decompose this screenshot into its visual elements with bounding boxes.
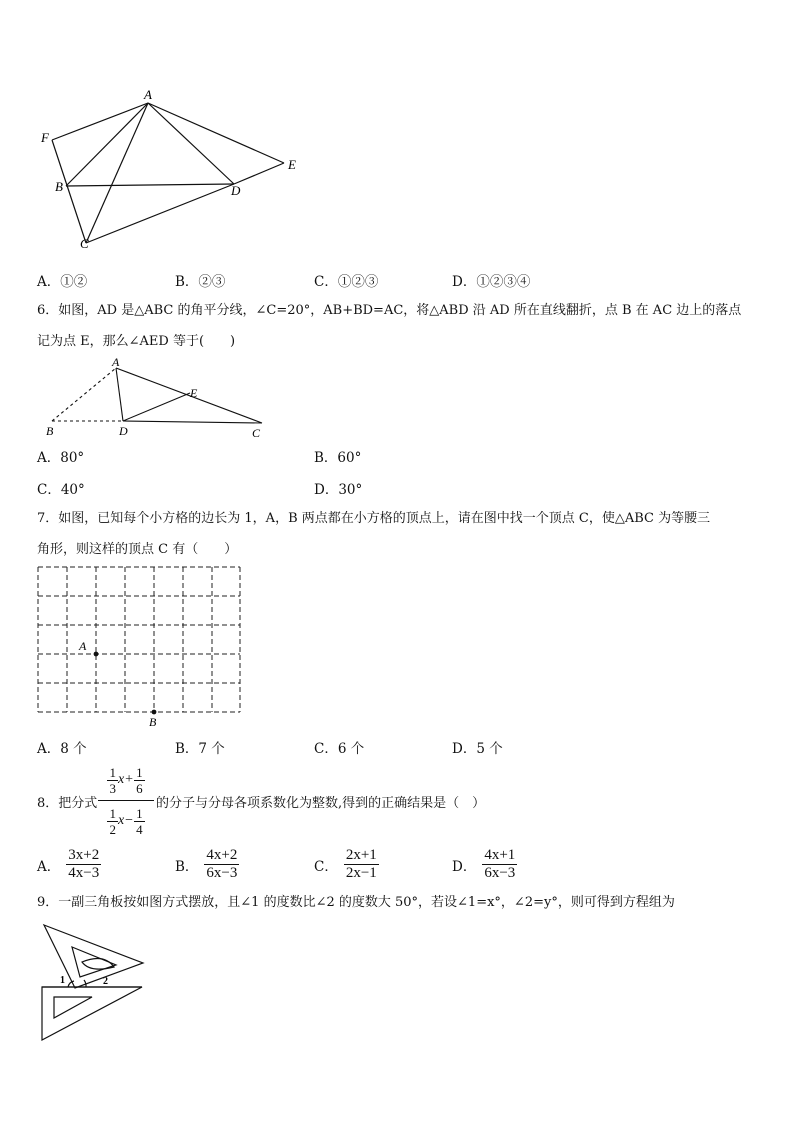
- segment-AB-dashed: [52, 368, 116, 421]
- q8-prefix: 8．把分式: [37, 796, 98, 811]
- segment-BD: [66, 184, 234, 186]
- label-B: B: [46, 424, 54, 438]
- label-A: A: [79, 639, 87, 653]
- q7-option-d[interactable]: D．5 个: [452, 741, 503, 757]
- q8-option-c[interactable]: C． $\frac{2x+1}{2x-1}$: [314, 847, 377, 881]
- q6-option-b[interactable]: B．60°: [314, 450, 362, 466]
- label-A: A: [112, 355, 120, 369]
- figure-q5: [30, 85, 310, 255]
- q6-option-d[interactable]: D．30°: [314, 482, 363, 498]
- segment-AB: [66, 103, 148, 186]
- point-A: [94, 652, 99, 657]
- q7-text-line2: 角形，则这样的顶点 C 有（ ）: [37, 542, 238, 557]
- label-A: A: [144, 87, 152, 102]
- segment-DE: [234, 163, 284, 184]
- q7-option-c[interactable]: C．6 个: [314, 741, 365, 757]
- point-B: [152, 710, 157, 715]
- q8-complex-fraction: [98, 760, 154, 841]
- lower-set-square-outer: [42, 987, 142, 1040]
- segment-DC: [123, 421, 262, 423]
- segment-AE: [148, 103, 284, 163]
- q5-option-b[interactable]: B．②③: [175, 274, 226, 290]
- upper-set-square-outer: [44, 925, 143, 988]
- lower-set-square-hole: [54, 997, 92, 1018]
- q6-text-line2: 记为点 E，那么∠AED 等于( ): [37, 334, 236, 349]
- label-E: E: [288, 157, 296, 172]
- label-D: D: [231, 183, 241, 198]
- q8-suffix: 的分子与分母各项系数化为整数,得到的正确结果是（ ）: [156, 796, 486, 811]
- q8-option-a[interactable]: A． $\frac{3x+2}{4x-3}$: [37, 847, 100, 881]
- q9-text: 9．一副三角板按如图方式摆放，且∠1 的度数比∠2 的度数大 50°，若设∠1=x°，∠2=y°，则可得到方程组为: [37, 895, 675, 910]
- label-B: B: [149, 715, 157, 728]
- q7-text-line1: 7．如图，已知每个小方格的边长为 1，A，B 两点都在小方格的顶点上，请在图中找一个顶点 C，使△ABC 为等腰三: [37, 511, 711, 526]
- q6-text-line1: 6．如图，AD 是△ABC 的角平分线，∠C=20°，AB+BD=AC，将△ABD 沿 AD 所在直线翻折，点 B 在 AC 边上的落点: [37, 303, 742, 318]
- figure-q9-set-squares: [30, 915, 180, 1045]
- upper-set-square-hole: [82, 958, 114, 969]
- q6-option-c[interactable]: C．40°: [37, 482, 85, 498]
- angle-label-1: 1: [60, 975, 65, 986]
- q8-option-d[interactable]: D． $\frac{4x+1}{6x-3}$: [452, 847, 516, 881]
- label-C: C: [80, 236, 89, 251]
- segment-AD: [116, 368, 123, 421]
- segment-AD: [148, 103, 234, 184]
- figure-q7-grid: [30, 560, 250, 728]
- angle-2-arc: [84, 980, 86, 987]
- label-B: B: [55, 179, 63, 194]
- q5-option-c[interactable]: C．①②③: [314, 274, 379, 290]
- label-D: D: [119, 424, 128, 438]
- q7-option-b[interactable]: B．7 个: [175, 741, 225, 757]
- label-C: C: [252, 426, 261, 440]
- angle-label-2: 2: [103, 976, 108, 987]
- q6-option-a[interactable]: A．80°: [37, 450, 85, 466]
- label-E: E: [190, 386, 198, 400]
- dashed-grid: [38, 567, 240, 712]
- q5-option-d[interactable]: D．①②③④: [452, 274, 531, 290]
- figure-q6: [40, 355, 280, 443]
- label-F: F: [41, 130, 49, 145]
- q8-numerator: $\frac{1}{3}$ x + $\frac{1}{6}$: [109, 764, 143, 796]
- q8-option-b[interactable]: B． $\frac{4x+2}{6x-3}$: [175, 847, 238, 881]
- segment-DE: [123, 393, 190, 421]
- q8-denominator: $\frac{1}{2}$ x − $\frac{1}{4}$: [109, 805, 143, 837]
- q7-option-a[interactable]: A．8 个: [37, 741, 87, 757]
- q5-option-a[interactable]: A．①②: [37, 274, 88, 290]
